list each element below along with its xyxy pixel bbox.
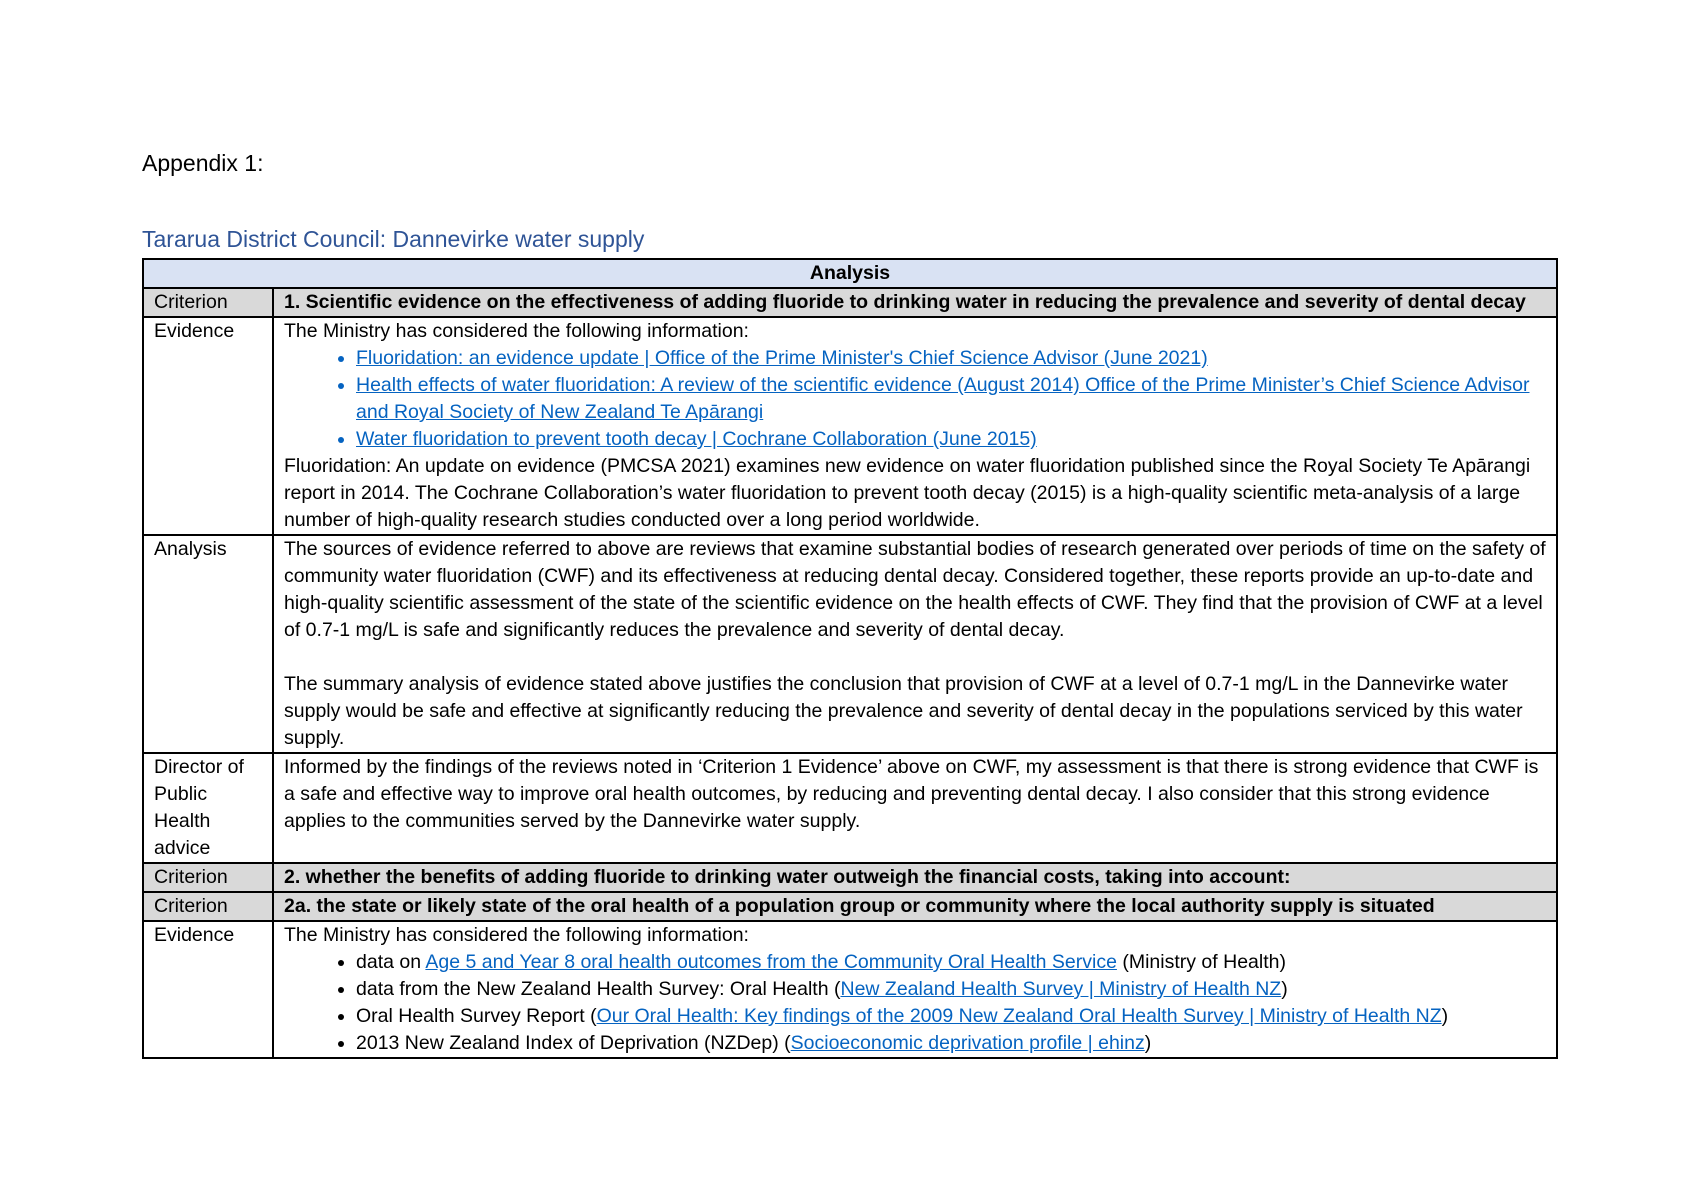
analysis-1-row bbox=[143, 535, 1557, 753]
criterion-1-row bbox=[143, 288, 1557, 317]
evidence-link-oral-health-outcomes[interactable]: Age 5 and Year 8 oral health outcomes from the Community Oral Health Service bbox=[425, 951, 1117, 973]
criterion-2a-label: Criterion bbox=[143, 892, 273, 921]
evidence-2-content bbox=[273, 921, 1557, 1058]
evidence-link-pmcsa-2014[interactable]: Health effects of water fluoridation: A review of the scientific evidence (August 2014) Office of the Prime Minister’s Chief Science Advisor and Royal Society of New Zealand Te Apārangi bbox=[356, 374, 1530, 423]
criterion-2a-text: 2a. the state or likely state of the oral health of a population group or community where the local authority supply is situated bbox=[273, 892, 1557, 921]
evidence-1-content bbox=[273, 317, 1557, 535]
item-prefix: data on bbox=[356, 951, 426, 973]
director-advice-label: Director of Public Health advice bbox=[143, 753, 273, 863]
evidence-2-label: Evidence bbox=[143, 921, 273, 1058]
item-suffix: ) bbox=[1144, 1032, 1152, 1054]
list-item bbox=[356, 372, 1546, 426]
evidence-2-row bbox=[143, 921, 1557, 1058]
item-prefix: data from the New Zealand Health Survey: Oral Health ( bbox=[356, 978, 841, 1000]
analysis-1-paragraph-1: The sources of evidence referred to above are reviews that examine substantial bodies of research generated over periods of time on the safety of community water fluoridation (CWF) and its effectiveness at reducing dental decay. Considered together, these reports provide an up-to-date and high-quality scientific assessment of the state of the scientific evidence on the health effects of CWF. They find that the provision of CWF at a level of 0.7-1 mg/L is safe and significantly reduces the prevalence and severity of dental decay. bbox=[284, 538, 1546, 641]
criterion-2a-row bbox=[143, 892, 1557, 921]
criterion-2-label: Criterion bbox=[143, 863, 273, 892]
director-advice-text: Informed by the findings of the reviews noted in ‘Criterion 1 Evidence’ above on CWF, my assessment is that there is strong evidence that CWF is a safe and effective way to improve oral health outcomes, by reducing and preventing dental decay. I also consider that this strong evidence applies to the communities served by the Dannevirke water supply. bbox=[273, 753, 1557, 863]
list-item bbox=[356, 949, 1546, 976]
document-subtitle: Tararua District Council: Dannevirke water supply bbox=[142, 226, 645, 252]
criterion-1-text: 1. Scientific evidence on the effectiveness of adding fluoride to drinking water in reducing the prevalence and severity of dental decay bbox=[273, 288, 1557, 317]
evidence-1-label: Evidence bbox=[143, 317, 273, 535]
analysis-table bbox=[142, 258, 1558, 1059]
evidence-2-list bbox=[284, 949, 1546, 1057]
list-item bbox=[356, 1030, 1546, 1057]
evidence-link-cochrane-2015[interactable]: Water fluoridation to prevent tooth decay | Cochrane Collaboration (June 2015) bbox=[356, 428, 1037, 450]
table-header-row bbox=[143, 259, 1557, 288]
appendix-heading: Appendix 1: bbox=[142, 150, 264, 176]
analysis-header: Analysis bbox=[143, 259, 1557, 288]
evidence-1-row bbox=[143, 317, 1557, 535]
criterion-2-text: 2. whether the benefits of adding fluoride to drinking water outweigh the financial costs, taking into account: bbox=[273, 863, 1557, 892]
criterion-2-row bbox=[143, 863, 1557, 892]
item-suffix: ) bbox=[1281, 978, 1288, 1000]
evidence-link-deprivation-profile[interactable]: Socioeconomic deprivation profile | ehinz bbox=[790, 1032, 1145, 1054]
list-item bbox=[356, 345, 1546, 372]
evidence-1-summary: Fluoridation: An update on evidence (PMCSA 2021) examines new evidence on water fluoridation published since the Royal Society Te Apārangi report in 2014. The Cochrane Collaboration’s water fluoridation to prevent tooth decay (2015) is a high-quality scientific meta-analysis of a large number of high-quality research studies conducted over a long period worldwide. bbox=[284, 455, 1531, 531]
evidence-1-intro: The Ministry has considered the following information: bbox=[284, 320, 749, 342]
director-advice-row bbox=[143, 753, 1557, 863]
list-item bbox=[356, 426, 1546, 453]
list-item bbox=[356, 1003, 1546, 1030]
analysis-1-paragraph-2: The summary analysis of evidence stated above justifies the conclusion that provision of CWF at a level of 0.7-1 mg/L in the Dannevirke water supply would be safe and effective at significantly reducing the prevalence and severity of dental decay in the populations serviced by this water supply. bbox=[284, 673, 1523, 749]
evidence-link-pmcsa-2021[interactable]: Fluoridation: an evidence update | Office of the Prime Minister's Chief Science Advisor (June 2021) bbox=[356, 347, 1208, 369]
item-prefix: 2013 New Zealand Index of Deprivation (NZDep) ( bbox=[356, 1032, 791, 1054]
item-suffix: ) bbox=[1441, 1005, 1449, 1027]
evidence-2-intro: The Ministry has considered the following information: bbox=[284, 924, 749, 946]
item-suffix: (Ministry of Health) bbox=[1116, 951, 1286, 973]
evidence-1-link-list bbox=[284, 345, 1546, 453]
evidence-link-oral-health-survey-2009[interactable]: Our Oral Health: Key findings of the 2009 New Zealand Oral Health Survey | Ministry of Health NZ bbox=[596, 1005, 1442, 1027]
criterion-1-label: Criterion bbox=[143, 288, 273, 317]
evidence-link-nz-health-survey[interactable]: New Zealand Health Survey | Ministry of Health NZ bbox=[840, 978, 1282, 1000]
list-item bbox=[356, 976, 1546, 1003]
item-prefix: Oral Health Survey Report ( bbox=[356, 1005, 597, 1027]
analysis-1-content bbox=[273, 535, 1557, 753]
analysis-1-label: Analysis bbox=[143, 535, 273, 753]
